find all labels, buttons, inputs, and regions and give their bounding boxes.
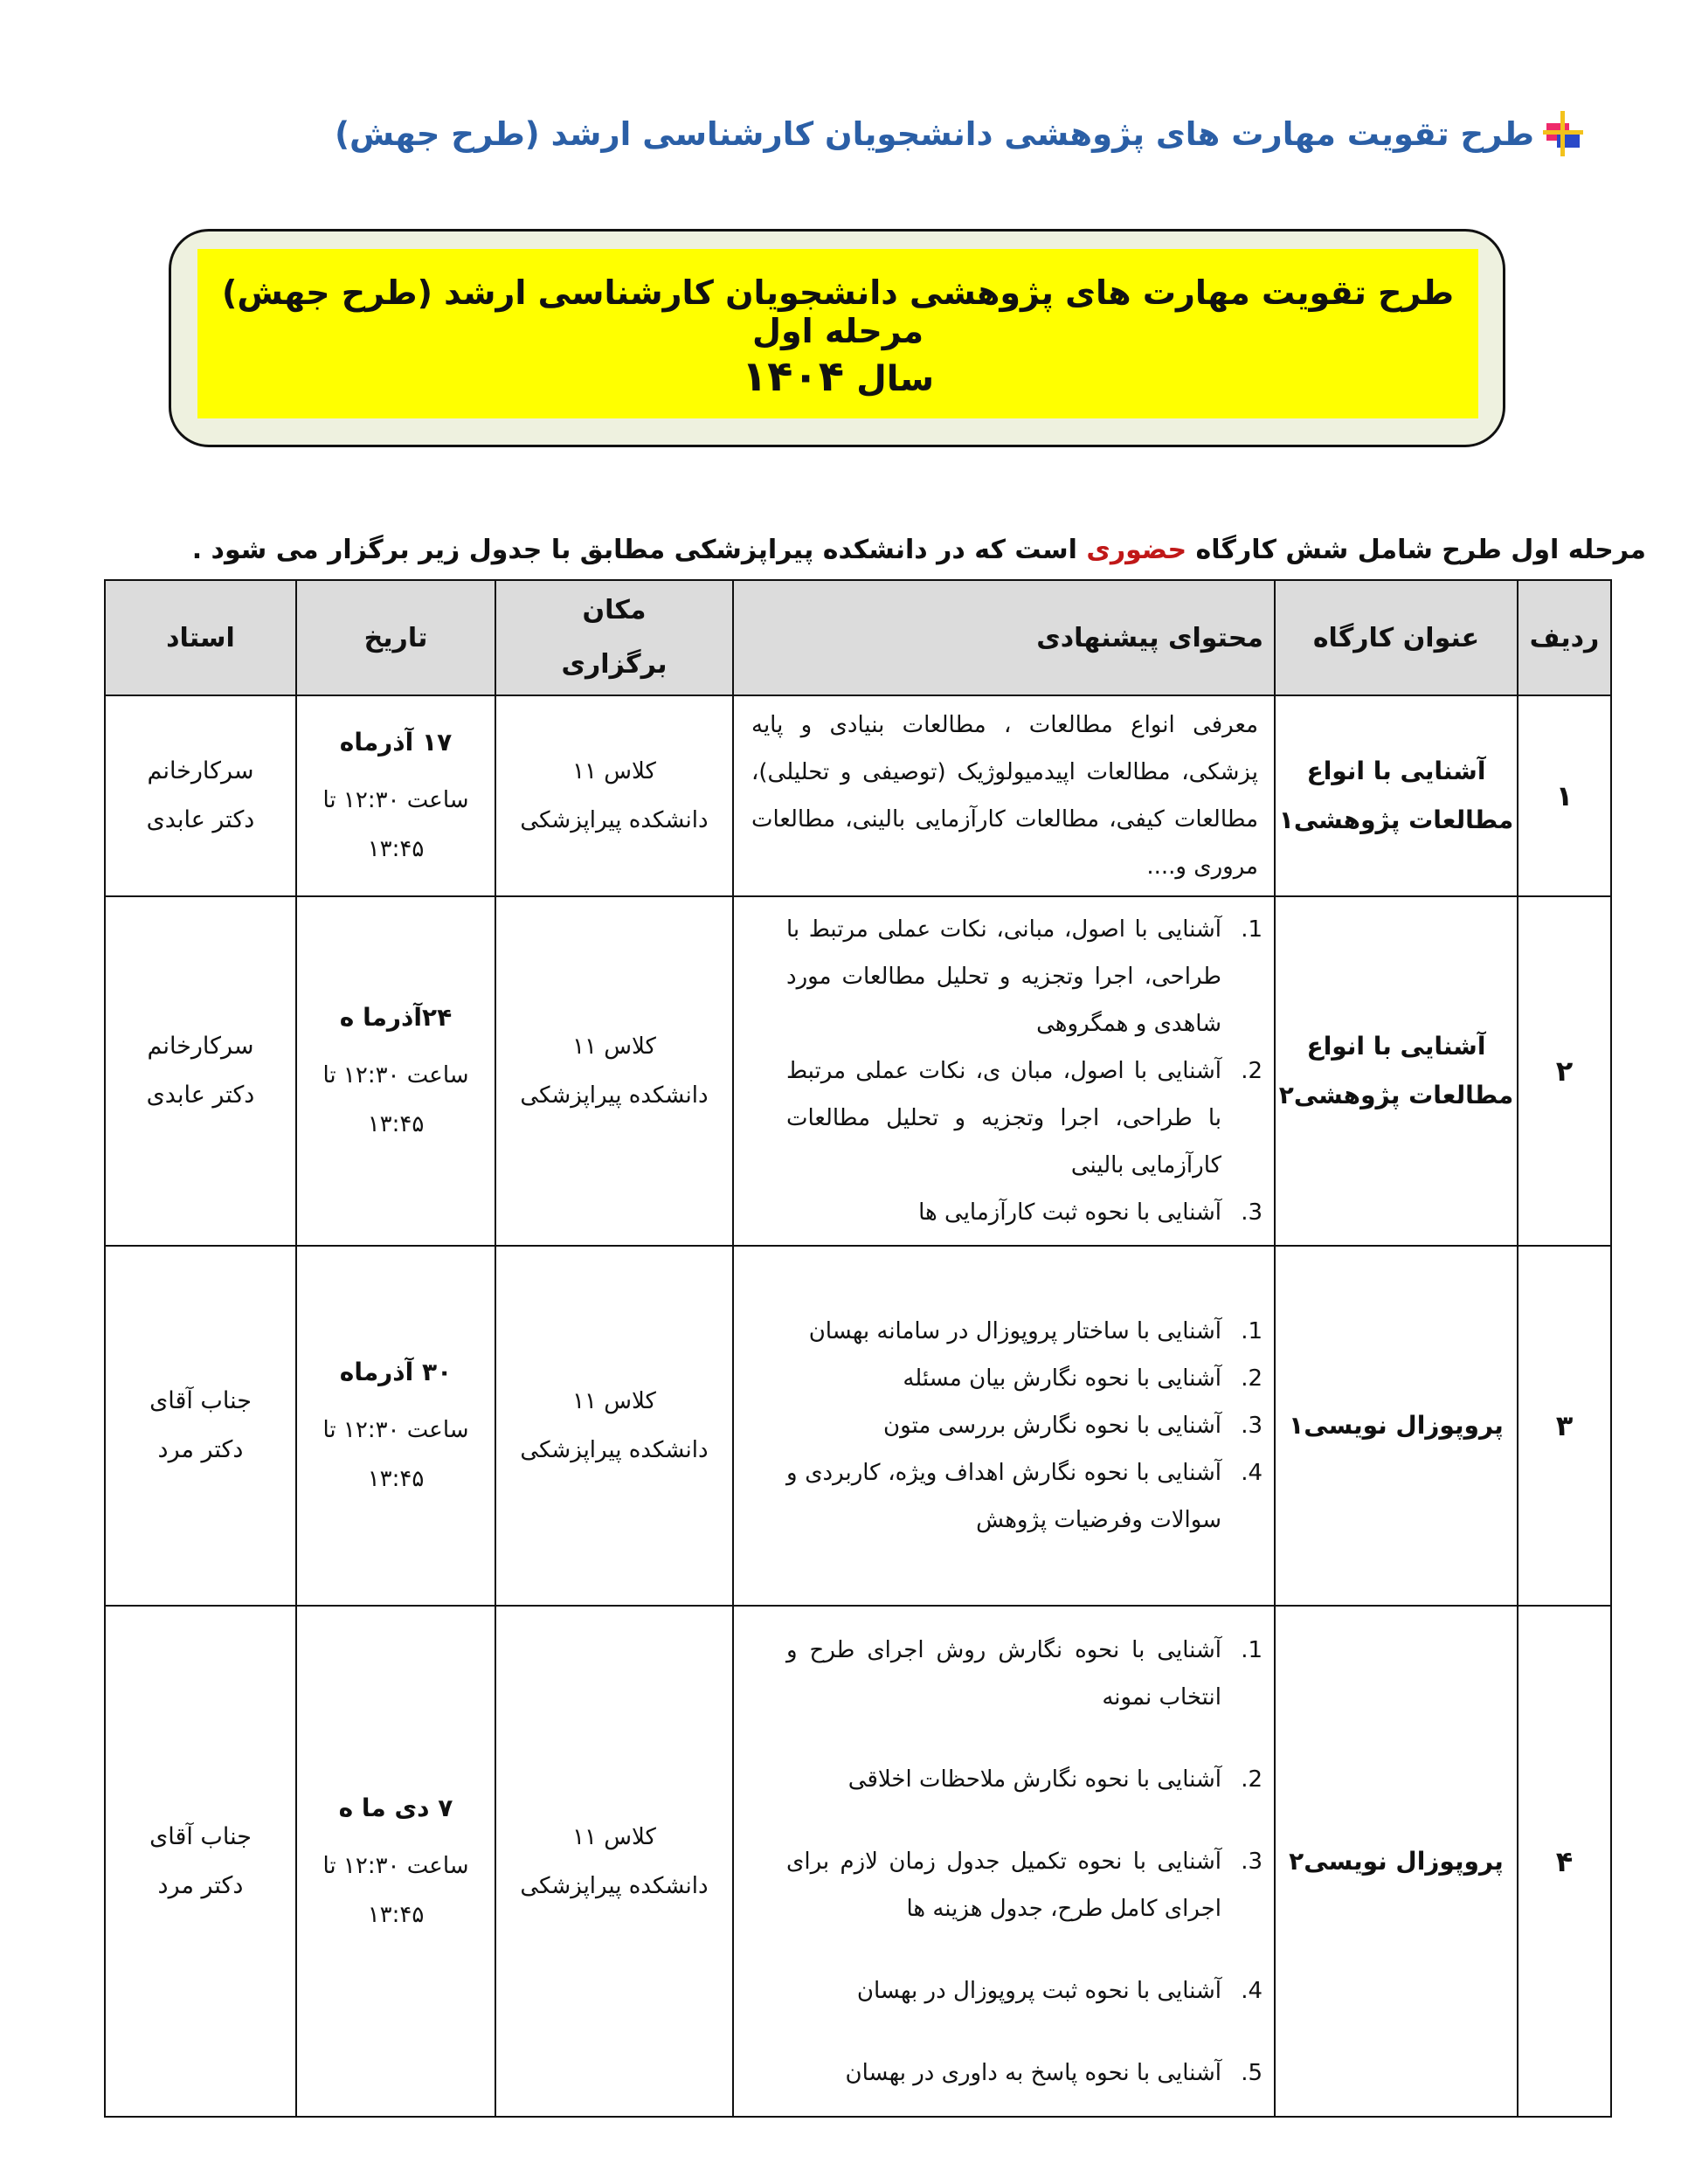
header-title: عنوان کارگاه [1275, 580, 1518, 695]
workshop-place [495, 896, 733, 1246]
workshop-place [495, 1246, 733, 1606]
place-faculty: دانشکده پیراپزشکی [520, 1082, 709, 1109]
table-row [105, 1246, 1611, 1606]
date-day: ۱۷ آذرماه [339, 728, 453, 757]
workshop-content [733, 1246, 1275, 1606]
workshop-content [733, 1606, 1275, 2117]
teacher-name: دکتر عابدی [146, 1082, 255, 1109]
row-number: ۴ [1518, 1606, 1611, 2117]
date-time-end: ۱۳:۴۵ [367, 1901, 425, 1928]
intro-highlight: حضوری [1086, 535, 1187, 565]
row-number: ۱ [1518, 695, 1611, 896]
workshop-content [733, 695, 1275, 896]
content-list [734, 897, 1274, 1245]
workshop-title: پروپوزال نویسی۲ [1275, 1606, 1518, 2117]
list-item: 3. آشنایی با نحوه ثبت کارآزمایی ها [786, 1189, 1234, 1236]
table-row [105, 1606, 1611, 2117]
title-box [169, 229, 1505, 447]
workshop-date [296, 1606, 495, 2117]
workshop-schedule-table [104, 579, 1612, 2118]
title-line-2 [197, 352, 1478, 401]
list-item: 2. آشنایی با نحوه نگارش بیان مسئله [786, 1355, 1234, 1402]
date-time-end: ۱۳:۴۵ [367, 1111, 425, 1137]
date-day: ۳۰ آذرماه [339, 1358, 453, 1386]
workshop-content [733, 896, 1275, 1246]
teacher-title: سرکارخانم [147, 757, 254, 784]
list-item: 5. آشنایی با نحوه پاسخ به داوری در بهسان [786, 2049, 1234, 2097]
teacher-name: دکتر عابدی [146, 806, 255, 833]
workshop-place [495, 695, 733, 896]
list-item: 4. آشنایی با نحوه ثبت پروپوزال در بهسان [786, 1967, 1234, 2015]
date-time-end: ۱۳:۴۵ [367, 836, 425, 862]
teacher-title: جناب آقای [149, 1387, 252, 1414]
year-value: ۱۴۰۴ [741, 352, 845, 401]
table-row [105, 695, 1611, 896]
date-time-start: ساعت ۱۲:۳۰ تا [322, 1062, 469, 1089]
list-item: 2. آشنایی با نحوه نگارش ملاحظات اخلاقی [786, 1756, 1234, 1803]
date-time-start: ساعت ۱۲:۳۰ تا [322, 1852, 469, 1879]
place-room: کلاس ۱۱ [572, 1033, 656, 1060]
place-faculty: دانشکده پیراپزشکی [520, 1437, 709, 1463]
list-item: 1. آشنایی با نحوه نگارش روش اجرای طرح و انتخاب نمونه [786, 1627, 1234, 1721]
list-item: 4. آشنایی با نحوه نگارش اهداف ویژه، کاربردی و سوالات وفرضیات پژوهش [786, 1449, 1234, 1544]
content-text: معرفی انواع مطالعات ، مطالعات بنیادی و پایه پزشکی، مطالعات اپیدمیولوژیک (توصیفی و تحلیلی)، مطالعات کیفی، مطالعات کارآزمایی بالینی، مطالعات مروری و.... [751, 712, 1258, 880]
place-faculty: دانشکده پیراپزشکی [520, 807, 709, 833]
list-item: 1. آشنایی با ساختار پروپوزال در سامانه بهسان [786, 1308, 1234, 1355]
content-list [734, 1618, 1274, 2105]
teacher-title: سرکارخانم [147, 1033, 254, 1060]
page-heading [335, 103, 1583, 164]
table-row [105, 896, 1611, 1246]
date-time-end: ۱۳:۴۵ [367, 1466, 425, 1492]
intro-before: مرحله اول طرح شامل شش کارگاه [1186, 535, 1646, 565]
bullet-icon [1543, 111, 1583, 156]
workshop-place [495, 1606, 733, 2117]
intro-paragraph [192, 535, 1646, 565]
heading-text: طرح تقویت مهارت های پژوهشی دانشجویان کارشناسی ارشد (طرح جهش) [335, 114, 1534, 153]
header-num: ردیف [1518, 580, 1611, 695]
date-time-start: ساعت ۱۲:۳۰ تا [322, 1417, 469, 1443]
header-place: مکان برگزاری [495, 580, 733, 695]
place-room: کلاس ۱۱ [572, 1388, 656, 1414]
row-number: ۲ [1518, 896, 1611, 1246]
header-content: محتوای پیشنهادی [733, 580, 1275, 695]
row-number: ۳ [1518, 1246, 1611, 1606]
date-day: ۲۴آذرما ه [339, 1003, 453, 1032]
workshop-date [296, 1246, 495, 1606]
teacher-title: جناب آقای [149, 1822, 252, 1850]
list-item: 2. آشنایی با اصول، مبان ی، نکات عملی مرتبط با طراحی، اجرا وتجزیه و تحلیل مطالعات کارآزمایی بالینی [786, 1047, 1234, 1189]
teacher-name: دکتر مرد [157, 1871, 244, 1899]
workshop-teacher [105, 1606, 296, 2117]
list-item: 3. آشنایی با نحوه تکمیل جدول زمان لازم برای اجرای کامل طرح، جدول هزینه ها [786, 1838, 1234, 1932]
title-highlight [197, 249, 1478, 418]
place-room: کلاس ۱۱ [572, 758, 656, 784]
workshop-teacher [105, 1246, 296, 1606]
workshop-teacher [105, 896, 296, 1246]
workshop-date [296, 896, 495, 1246]
title-line-1: طرح تقویت مهارت های پژوهشی دانشجویان کارشناسی ارشد (طرح جهش) مرحله اول [221, 273, 1454, 350]
year-label: سال [856, 359, 935, 399]
list-item: 1. آشنایی با اصول، مبانی، نکات عملی مرتبط با طراحی، اجرا وتجزیه و تحلیل مطالعات مورد شاهدی و همگروهی [786, 906, 1234, 1047]
date-day: ۷ دی ما ه [338, 1793, 453, 1822]
content-list [734, 1299, 1274, 1552]
workshop-title: آشنایی با انواع مطالعات پژوهشی۱ [1275, 695, 1518, 896]
place-room: کلاس ۱۱ [572, 1823, 656, 1850]
header-teacher: استاد [105, 580, 296, 695]
workshop-date [296, 695, 495, 896]
date-time-start: ساعت ۱۲:۳۰ تا [322, 787, 469, 813]
workshop-title: آشنایی با انواع مطالعات پژوهشی۲ [1275, 896, 1518, 1246]
workshop-title: پروپوزال نویسی۱ [1275, 1246, 1518, 1606]
list-item: 3. آشنایی با نحوه نگارش بررسی متون [786, 1402, 1234, 1449]
header-date: تاریخ [296, 580, 495, 695]
intro-after: است که در دانشکده پیراپزشکی مطابق با جدول زیر برگزار می شود . [191, 535, 1087, 565]
workshop-teacher [105, 695, 296, 896]
place-faculty: دانشکده پیراپزشکی [520, 1872, 709, 1899]
table-header-row [105, 580, 1611, 695]
teacher-name: دکتر مرد [157, 1436, 244, 1463]
